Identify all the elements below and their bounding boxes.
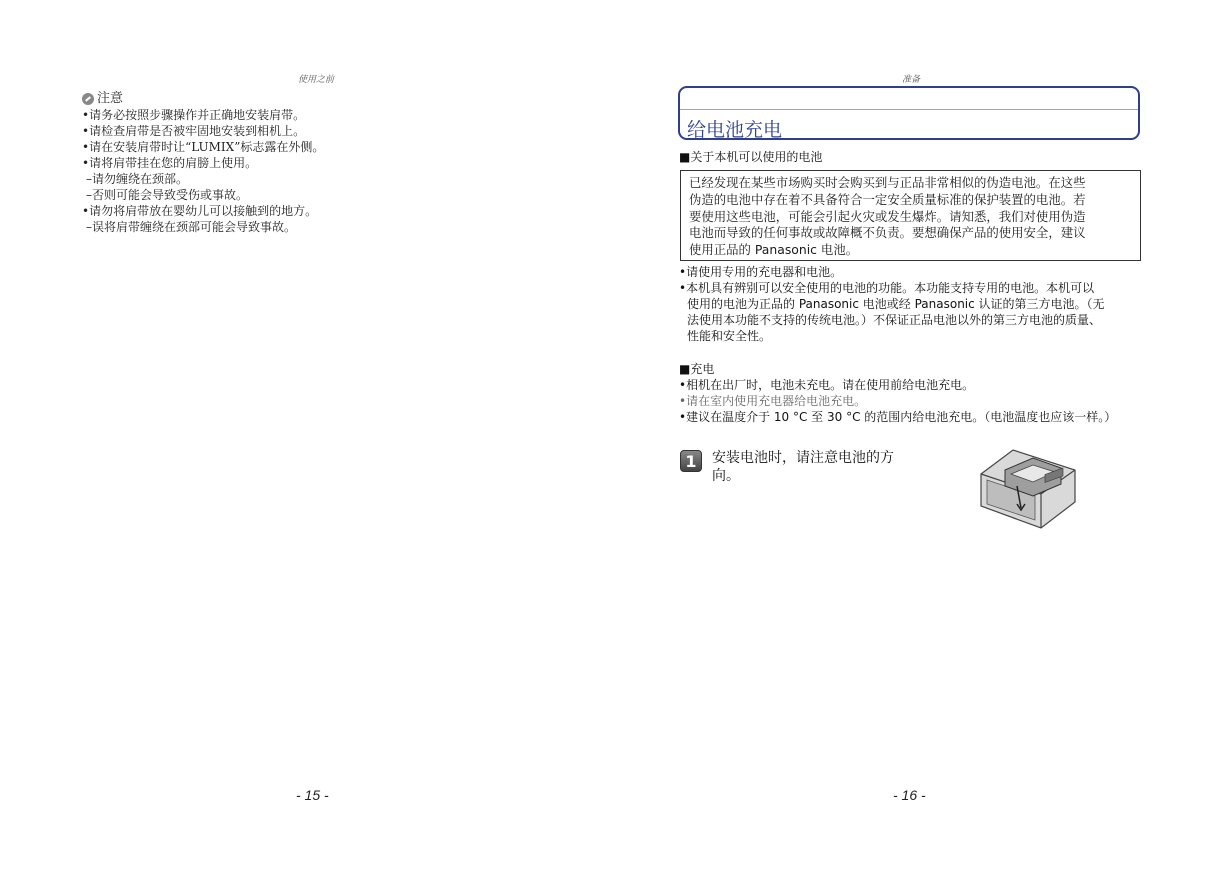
bullet-line: 性能和安全性。 [687,329,772,343]
title-divider [680,109,1138,110]
step-line: 向。 [712,468,740,484]
note-line: •请勿将肩带放在婴幼儿可以接触到的地方。 [82,204,318,218]
bullet-line: •本机具有辨别可以安全使用的电池的功能。本功能支持专用的电池。本机可以 [679,281,1095,295]
warning-line: 使用正品的 Panasonic 电池。 [689,242,859,258]
warning-line: 已经发现在某些市场购买时会购买到与正品非常相似的伪造电池。在这些 [689,175,1086,190]
note-line: •请将肩带挂在您的肩膀上使用。 [82,156,258,170]
note-line: •请在安装肩带时让“LUMIX”标志露在外侧。 [82,140,325,154]
note-icon [82,93,94,105]
warning-line: 电池而导致的任何事故或故障概不负责。要想确保产品的使用安全，建议 [689,225,1086,241]
right-page-header: 准备 [902,75,921,85]
bullet-line: •请在室内使用充电器给电池充电。 [679,394,867,408]
note-line: •请检查肩带是否被牢固地安装到相机上。 [82,124,306,138]
left-page-header: 使用之前 [298,75,335,85]
charging-section-heading: ■充电 [679,362,715,376]
page-title: 给电池充电 [687,119,783,141]
bullet-line: •请使用专用的充电器和电池。 [679,265,843,279]
step-instruction [712,449,894,485]
bullet-line: •建议在温度介于 10 °C 至 30 °C 的范围内给电池充电。（电池温度也应该一样。） [679,410,1117,424]
warning-line: 伪造的电池中存在着不具备符合一定安全质量标准的保护装置的电池。若 [689,191,1086,207]
battery-bullets [679,264,1105,344]
warning-box [680,170,1141,261]
note-section [82,91,324,235]
bullet-line: 法使用本功能不支持的传统电池。）不保证正品电池以外的第三方电池的质量、 [687,313,1102,327]
charging-bullets [679,377,1116,425]
right-page-number: - 16 - [893,787,926,803]
step-line: 安装电池时，请注意电池的方 [712,450,894,466]
note-line: –请勿缠绕在颈部。 [86,172,189,186]
note-title: 注意 [97,91,124,106]
note-heading [82,91,324,107]
warning-line: 要使用这些电池，可能会引起火灾或发生爆炸。请知悉，我们对使用伪造 [689,208,1086,224]
left-page-number: - 15 - [296,787,329,803]
step-number-badge: 1 [680,450,702,472]
bullet-line: •相机在出厂时，电池未充电。请在使用前给电池充电。 [679,378,975,392]
bullet-line: 使用的电池为正品的 Panasonic 电池或经 Panasonic 认证的第三方电池。（无 [687,297,1105,311]
battery-charger-illustration [975,444,1080,532]
battery-section-heading: ■关于本机可以使用的电池 [679,150,823,164]
section-title-box [678,86,1140,140]
note-line: –否则可能会导致受伤或事故。 [86,188,249,202]
note-line: –误将肩带缠绕在颈部可能会导致事故。 [86,220,297,234]
note-line: •请务必按照步骤操作并正确地安装肩带。 [82,108,306,122]
